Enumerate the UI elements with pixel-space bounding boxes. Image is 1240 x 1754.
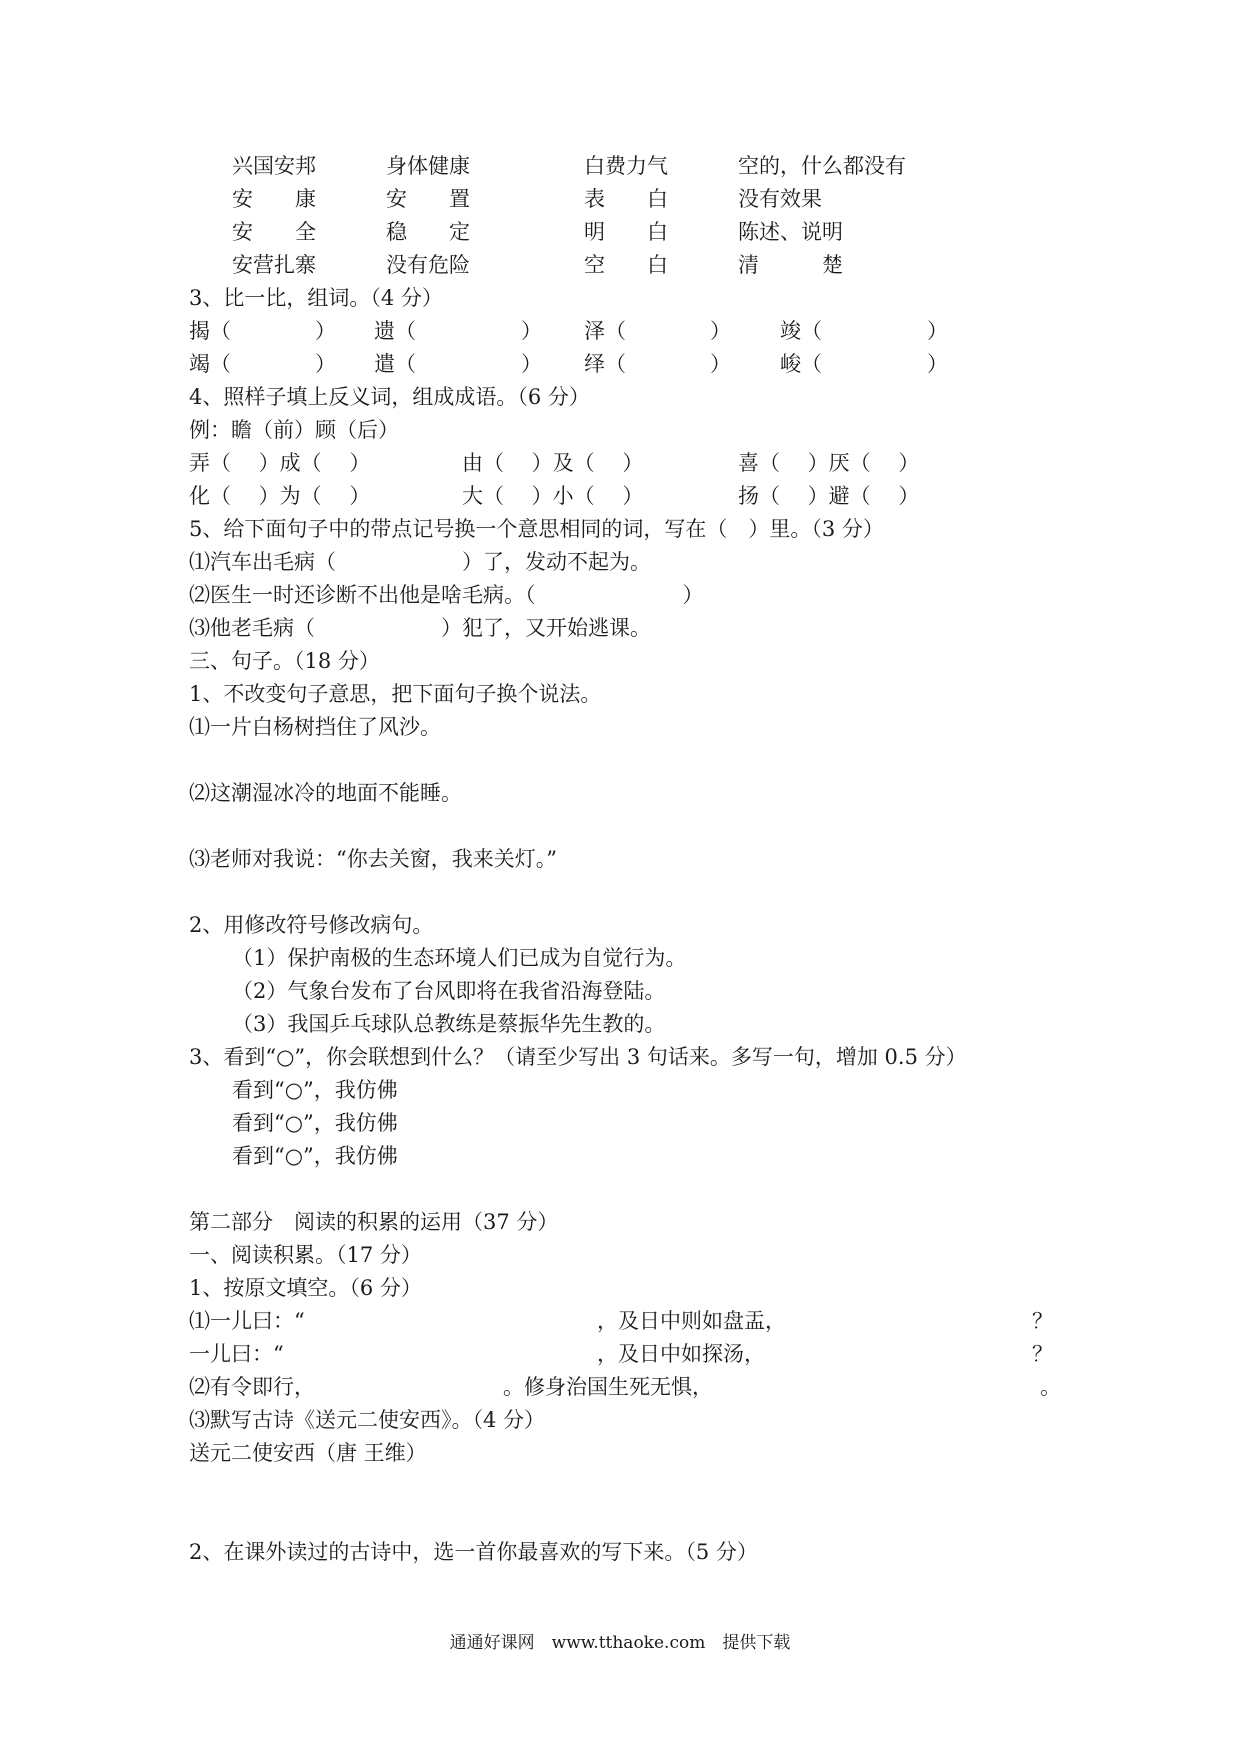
table-cell: 表 白 xyxy=(584,187,668,211)
table-cell: 白费力气 xyxy=(584,154,668,178)
poem-instruction: ⑶默写古诗《送元二使安西》。（4 分） xyxy=(189,1408,546,1432)
fill-line-middle: 。修身治国生死无惧， xyxy=(503,1375,713,1399)
fill-item: 喜（ ）厌（ ） xyxy=(738,451,920,475)
fill-item: 竭（ ） xyxy=(189,352,336,376)
fill-line-end: 。 xyxy=(1040,1375,1061,1399)
fill-line-end: ？ xyxy=(1032,1342,1053,1366)
fill-item: 绎（ ） xyxy=(584,352,731,376)
table-cell: 兴国安邦 xyxy=(232,154,316,178)
section-3-q1-title: 1、不改变句子意思，把下面句子换个说法。 xyxy=(189,682,602,706)
question-4-example: 例：瞻（前）顾（后） xyxy=(189,418,399,442)
fill-line-start: ⑵有令即行， xyxy=(189,1375,315,1399)
question-5-item: ⑵医生一时还诊断不出他是啥毛病。（ ） xyxy=(189,583,704,607)
table-cell: 清 楚 xyxy=(738,253,843,277)
section-3-q3-title: 3、看到“○”，你会联想到什么？（请至少写出 3 句话来。多写一句，增加 0.5 分） xyxy=(189,1045,967,1069)
section-3-q2-item: （2）气象台发布了台风即将在我省沿海登陆。 xyxy=(232,979,666,1003)
section-3-q2-item: （1）保护南极的生态环境人们已成为自觉行为。 xyxy=(232,946,687,970)
fill-line-middle: ，及日中则如盘盂， xyxy=(597,1309,786,1333)
question-3-title: 3、比一比，组词。（4 分） xyxy=(189,286,443,310)
table-cell: 明 白 xyxy=(584,220,668,244)
part-2-q2-title: 2、在课外读过的古诗中，选一首你最喜欢的写下来。（5 分） xyxy=(189,1540,758,1564)
fill-item: 竣（ ） xyxy=(780,319,948,343)
section-3-q1-item: ⑶老师对我说：“你去关窗，我来关灯。” xyxy=(189,847,557,871)
fill-item: 峻（ ） xyxy=(780,352,948,376)
fill-item: 揭（ ） xyxy=(189,319,336,343)
table-cell: 安 置 xyxy=(386,187,470,211)
section-3-title: 三、句子。（18 分） xyxy=(189,649,380,673)
section-3-q3-item: 看到“○”，我仿佛 xyxy=(232,1144,398,1168)
fill-line-end: ？ xyxy=(1032,1309,1053,1333)
section-3-q1-item: ⑴一片白杨树挡住了风沙。 xyxy=(189,715,441,739)
question-4-title: 4、照样子填上反义词，组成成语。（6 分） xyxy=(189,385,590,409)
fill-item: 扬（ ）避（ ） xyxy=(738,484,920,508)
table-cell: 安 全 xyxy=(232,220,316,244)
section-3-q2-item: （3）我国乒乓球队总教练是蔡振华先生教的。 xyxy=(232,1012,666,1036)
fill-item: 大（ ）小（ ） xyxy=(462,484,644,508)
question-5-item: ⑶他老毛病（ ）犯了，又开始逃课。 xyxy=(189,616,651,640)
table-cell: 没有效果 xyxy=(738,187,822,211)
question-5-item: ⑴汽车出毛病（ ）了，发动不起为。 xyxy=(189,550,651,574)
fill-line-middle: ，及日中如探汤， xyxy=(597,1342,765,1366)
poem-title: 送元二使安西（唐 王维） xyxy=(189,1441,427,1465)
page-footer: 通通好课网 www.tthaoke.com 提供下载 xyxy=(449,1633,791,1653)
fill-item: 遗（ ） xyxy=(374,319,542,343)
table-cell: 身体健康 xyxy=(386,154,470,178)
fill-item: 泽（ ） xyxy=(584,319,731,343)
fill-line-start: ⑴一儿曰：“ xyxy=(189,1309,305,1333)
table-cell: 稳 定 xyxy=(386,220,470,244)
section-3-q3-item: 看到“○”，我仿佛 xyxy=(232,1078,398,1102)
table-cell: 陈述、说明 xyxy=(738,220,843,244)
table-cell: 安营扎寨 xyxy=(232,253,316,277)
question-5-title: 5、给下面句子中的带点记号换一个意思相同的词，写在（ ）里。（3 分） xyxy=(189,517,884,541)
section-3-q1-item: ⑵这潮湿冰冷的地面不能睡。 xyxy=(189,781,462,805)
part-2-section-1-title: 一、阅读积累。（17 分） xyxy=(189,1243,422,1267)
fill-item: 遣（ ） xyxy=(374,352,542,376)
section-3-q2-title: 2、用修改符号修改病句。 xyxy=(189,913,434,937)
part-2-title: 第二部分 阅读的积累的运用（37 分） xyxy=(189,1210,559,1234)
fill-item: 由（ ）及（ ） xyxy=(462,451,644,475)
part-2-q1-title: 1、按原文填空。（6 分） xyxy=(189,1276,422,1300)
table-cell: 空 白 xyxy=(584,253,668,277)
fill-line-start: 一儿曰：“ xyxy=(189,1342,284,1366)
table-cell: 没有危险 xyxy=(386,253,470,277)
table-cell: 安 康 xyxy=(232,187,316,211)
fill-item: 弄（ ）成（ ） xyxy=(189,451,371,475)
fill-item: 化（ ）为（ ） xyxy=(189,484,371,508)
table-cell: 空的，什么都没有 xyxy=(738,154,906,178)
section-3-q3-item: 看到“○”，我仿佛 xyxy=(232,1111,398,1135)
